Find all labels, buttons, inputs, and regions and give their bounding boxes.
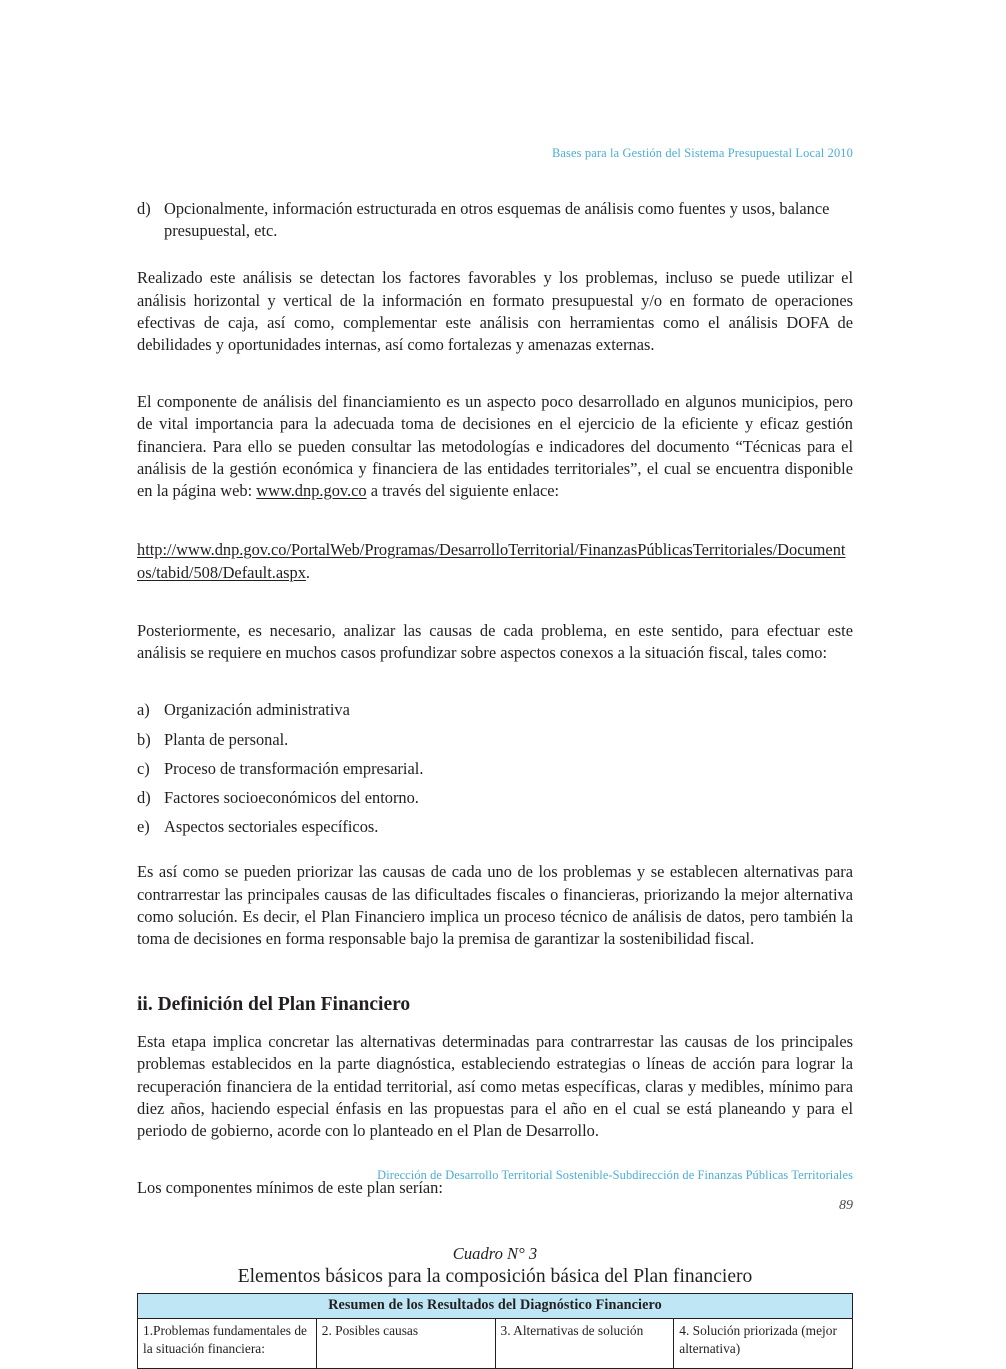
paragraph-es-asi-como: Es así como se pueden priorizar las causas de cada uno de los problemas y se establecen alternativas para contrarrestar las principales causas de las dificultades fiscales o financieras, priorizando la mejor alternativa como solución. Es decir, el Plan Financiero implica un proceso técnico de análisis de datos, pero también la toma de decisiones en forma responsable bajo la premisa de garantizar la sostenibilidad fiscal.	[137, 861, 853, 950]
list-item-text: Opcionalmente, información estructurada en otros esquemas de análisis como fuentes y usos, balance presupuestal, etc.	[164, 198, 853, 242]
list-item-text: Organización administrativa	[164, 699, 853, 721]
list-item-text: Proceso de transformación empresarial.	[164, 758, 853, 780]
paragraph-esta-etapa: Esta etapa implica concretar las alternativas determinadas para contrarrestar las causas de los principales problemas establecidos en la parte diagnóstica, estableciendo estrategias o líneas de acción para lograr la recuperación financiera de la entidad territorial, así como metas específicas, claras y medibles, mínimo para diez años, haciendo especial énfasis en las propuestas para el año en el cual se está planeando y para el periodo de gobierno, acorde con lo planteado en el Plan de Desarrollo.	[137, 1031, 853, 1142]
spacer	[137, 967, 853, 993]
list-item-text: Factores socioeconómicos del entorno.	[164, 787, 853, 809]
spacer	[137, 602, 853, 620]
list-marker: d)	[137, 787, 164, 809]
paragraph-posteriormente: Posteriormente, es necesario, analizar las causas de cada problema, en este sentido, para efectuar este análisis se requiere en muchos casos profundizar sobre aspectos conexos a la situación fiscal, tales como:	[137, 620, 853, 664]
paragraph-text-before-link: El componente de análisis del financiamiento es un aspecto poco desarrollado en algunos municipios, pero de vital importancia para la adecuada toma de decisiones en el ejercicio de la eficiente y eficaz gestión financiera. Para ello se pueden consultar las metodologías e indicadores del documento “Técnicas para el análisis de la gestión económica y financiera de las entidades territoriales”, el cual se encuentra disponible en la página web:	[137, 392, 853, 500]
list-item	[137, 699, 853, 721]
spacer	[137, 681, 853, 699]
table-header-band: Resumen de los Resultados del Diagnóstico Financiero	[138, 1293, 853, 1319]
list-item	[137, 729, 853, 751]
list-item	[137, 758, 853, 780]
list-item-text: Aspectos sectoriales específicos.	[164, 816, 853, 838]
spacer	[137, 519, 853, 539]
list-marker: c)	[137, 758, 164, 780]
url-trailing-period: .	[306, 563, 310, 582]
table-cell-column-1: 1.Problemas fundamentales de la situación financiera:	[138, 1319, 317, 1369]
dnp-portalweb-url-link[interactable]: http://www.dnp.gov.co/PortalWeb/Programas/DesarrolloTerritorial/FinanzasPúblicasTerritoriales/Documentos/tabid/508/Default.aspx	[137, 540, 845, 581]
list-marker: b)	[137, 729, 164, 751]
spacer	[137, 838, 853, 861]
paragraph-realizado-analisis: Realizado este análisis se detectan los factores favorables y los problemas, incluso se puede utilizar el análisis horizontal y vertical de la información en formato presupuestal y/o en formato de operaciones efectivas de caja, así como, complementar este análisis con herramientas como el análisis DOFA de debilidades y oportunidades internas, así como fortalezas y amenazas externas.	[137, 267, 853, 356]
table-caption-title: Elementos básicos para la composición básica del Plan financiero	[137, 1264, 853, 1290]
table-cell-column-2: 2. Posibles causas	[316, 1319, 495, 1369]
causes-list	[137, 699, 853, 838]
spacer	[137, 1217, 853, 1243]
table-header-row	[138, 1293, 853, 1319]
table-cell-column-4: 4. Solución priorizada (mejor alternativa)	[674, 1319, 853, 1369]
running-footer: Dirección de Desarrollo Territorial Sostenible-Subdirección de Finanzas Públicas Territoriales	[137, 1168, 853, 1183]
table-cell-column-3: 3. Alternativas de solución	[495, 1319, 674, 1369]
list-marker: e)	[137, 816, 164, 838]
list-marker: a)	[137, 699, 164, 721]
page-number: 89	[137, 1198, 853, 1214]
cuadro-3-table	[137, 1293, 853, 1369]
running-header: Bases para la Gestión del Sistema Presupuestal Local 2010	[137, 146, 853, 161]
dnp-website-link[interactable]: www.dnp.gov.co	[256, 481, 366, 500]
page-content	[137, 198, 853, 1369]
section-heading-definicion-plan-financiero: ii. Definición del Plan Financiero	[137, 993, 853, 1017]
table-caption-number: Cuadro N° 3	[137, 1243, 853, 1264]
table-row	[138, 1319, 853, 1369]
paragraph-text-after-link: a través del siguiente enlace:	[371, 481, 559, 500]
paragraph-componente-financiamiento	[137, 391, 853, 502]
spacer	[137, 373, 853, 391]
spacer	[137, 249, 853, 267]
list-item	[137, 787, 853, 809]
list-item	[137, 198, 853, 242]
paragraph-componentes-minimos: Los componentes mínimos de este plan serían:	[137, 1177, 853, 1199]
list-item	[137, 816, 853, 838]
url-paragraph	[137, 539, 853, 584]
list-marker: d)	[137, 198, 164, 242]
list-item-text: Planta de personal.	[164, 729, 853, 751]
